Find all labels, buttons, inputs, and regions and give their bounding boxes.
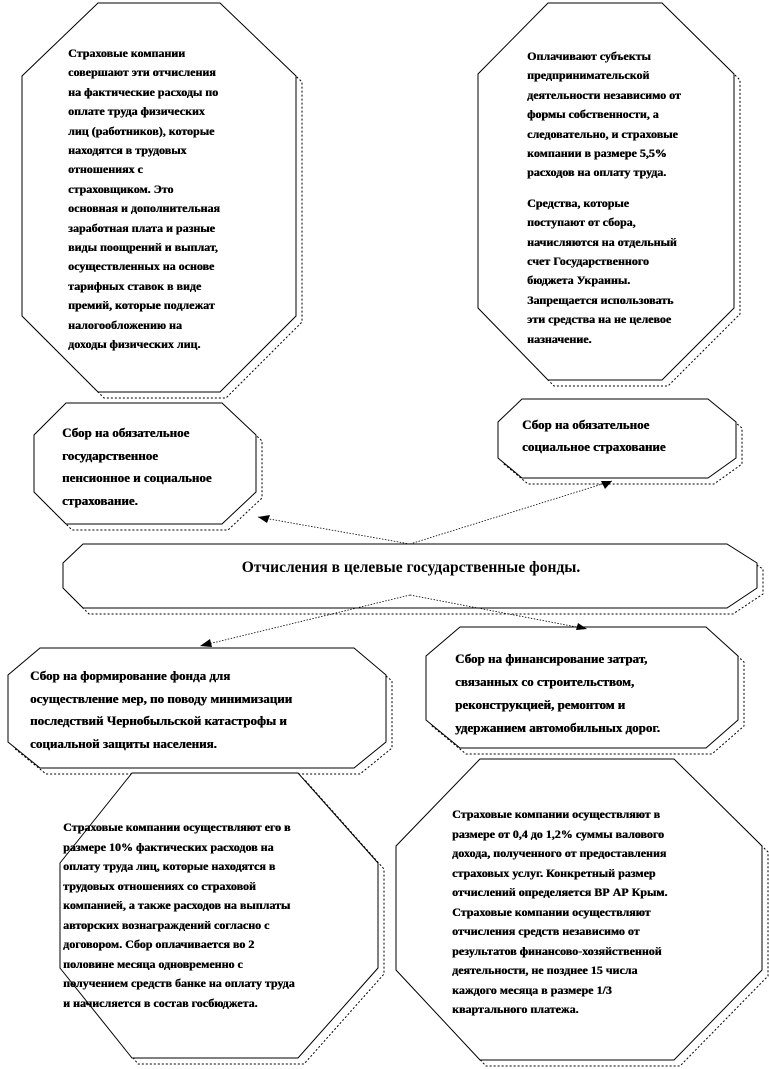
text-line: каждого месяца в размере 1/3 xyxy=(452,982,612,997)
text-line: начисляются на отдельный xyxy=(527,234,677,249)
text-line: отношениях с xyxy=(68,162,143,177)
text-line: социальной защиты населения. xyxy=(30,735,217,751)
pension-label-text xyxy=(62,422,252,512)
text-line: отчислений определяется ВР АР Крым. xyxy=(452,885,668,899)
text-line: осуществленных на основе xyxy=(68,259,215,274)
text-line: виды поощрений и выплат, xyxy=(68,240,218,255)
text-line: на фактические расходы по xyxy=(68,84,219,99)
text-line: формы собственности, а xyxy=(527,107,659,122)
text-line: Сбор на обязательное xyxy=(62,425,190,440)
text-line: договором. Сбор оплачивается во 2 xyxy=(63,937,255,951)
text-line: Страховые компании осуществляют xyxy=(452,904,651,919)
text-line: и начисляется в состав госбюджета. xyxy=(63,995,258,1010)
social-label-text xyxy=(522,414,732,458)
chernobyl-details-text xyxy=(63,818,375,1013)
text-line: связанных со строительством, xyxy=(455,674,635,689)
text-line: Страховые компании осуществляют в xyxy=(452,807,660,821)
text-line: оплату труда лиц, которые находятся в xyxy=(63,859,276,873)
text-line: трудовых отношениях со страховой xyxy=(63,878,256,893)
chernobyl-label-text xyxy=(30,665,380,755)
text-line: половине месяца одновременно с xyxy=(63,956,243,971)
roads-details-text xyxy=(452,805,757,1020)
text-line: размере 10% фактических расходов на xyxy=(63,839,274,854)
text-line: Сбор на обязательное xyxy=(522,417,650,432)
text-line: осуществление мер, по поводу минимизации xyxy=(30,690,293,706)
text-line: пенсионное и социальное xyxy=(62,470,212,485)
arrow-to-social xyxy=(410,481,612,544)
text-line: деятельности, не позднее 15 числа xyxy=(452,963,638,977)
text-line: заработная плата и разные xyxy=(68,220,215,235)
center-title: Отчисления в целевые государственные фонды. xyxy=(241,559,581,576)
social-details-text xyxy=(527,47,727,349)
text-line: тарифных ставок в виде xyxy=(68,278,202,293)
text-line: Сбор на финансирование затрат, xyxy=(455,651,648,666)
text-line: премий, которые подлежат xyxy=(68,298,215,313)
text-line: квартального платежа. xyxy=(452,1002,579,1016)
text-line: последствий Чернобыльской катастрофы и xyxy=(30,713,287,728)
text-line: компании в размере 5,5% xyxy=(527,146,667,161)
social-details-para2 xyxy=(527,194,727,349)
text-line: бюджета Украины. xyxy=(527,273,631,288)
text-line: следовательно, и страховые xyxy=(527,126,678,141)
text-line: назначение. xyxy=(527,331,592,346)
social-details-para1 xyxy=(527,47,727,183)
arrow-to-pension xyxy=(258,515,410,544)
roads-label-text xyxy=(455,647,735,739)
pension-details-text xyxy=(68,44,283,355)
text-line: оплате труда физических xyxy=(68,104,205,119)
text-line: авторских вознаграждений согласно с xyxy=(63,917,270,932)
text-line: удержанием автомобильных дорог. xyxy=(455,720,660,735)
text-line: размере от 0,4 до 1,2% суммы валового xyxy=(452,826,664,841)
text-line: получением средств банке на оплату труда xyxy=(63,976,295,990)
text-line: Сбор на формирование фонда для xyxy=(30,668,231,683)
text-line: компанией, а также расходов на выплаты xyxy=(63,898,291,912)
text-line: Средства, которые xyxy=(527,195,629,210)
text-line: страховых услуг. Конкретный размер xyxy=(452,865,656,880)
text-line: отчисления средств независимо от xyxy=(452,924,640,938)
text-line: счет Государственного xyxy=(527,254,649,269)
text-line: Оплачивают субъекты xyxy=(527,49,651,63)
text-line: Страховые компании осуществляют его в xyxy=(63,820,291,834)
text-line: Страховые компании xyxy=(68,46,185,60)
text-line: эти средства на не целевое xyxy=(527,312,672,327)
text-line: страхование. xyxy=(62,492,138,508)
text-line: расходов на оплату труда. xyxy=(527,165,667,180)
text-line: социальное страхование xyxy=(522,439,666,454)
text-line: предпринимательской xyxy=(527,68,650,83)
text-line: реконструкцией, ремонтом и xyxy=(455,697,626,712)
text-line: Запрещается использовать xyxy=(527,292,674,307)
text-line: доходы физических лиц. xyxy=(68,337,201,352)
text-line: поступают от сбора, xyxy=(527,215,636,230)
text-line: основная и дополнительная xyxy=(68,201,220,216)
text-line: налогообложению на xyxy=(68,317,182,332)
text-line: результатов финансово-хозяйственной xyxy=(452,943,662,958)
text-line: находятся в трудовых xyxy=(68,143,187,158)
text-line: государственное xyxy=(62,447,158,463)
text-line: страховщиком. Это xyxy=(68,181,174,196)
text-line: лиц (работников), которые xyxy=(68,123,215,138)
text-line: деятельности независимо от xyxy=(527,87,681,102)
text-line: совершают эти отчисления xyxy=(68,65,216,80)
text-line: дохода, полученного от предоставления xyxy=(452,846,667,860)
